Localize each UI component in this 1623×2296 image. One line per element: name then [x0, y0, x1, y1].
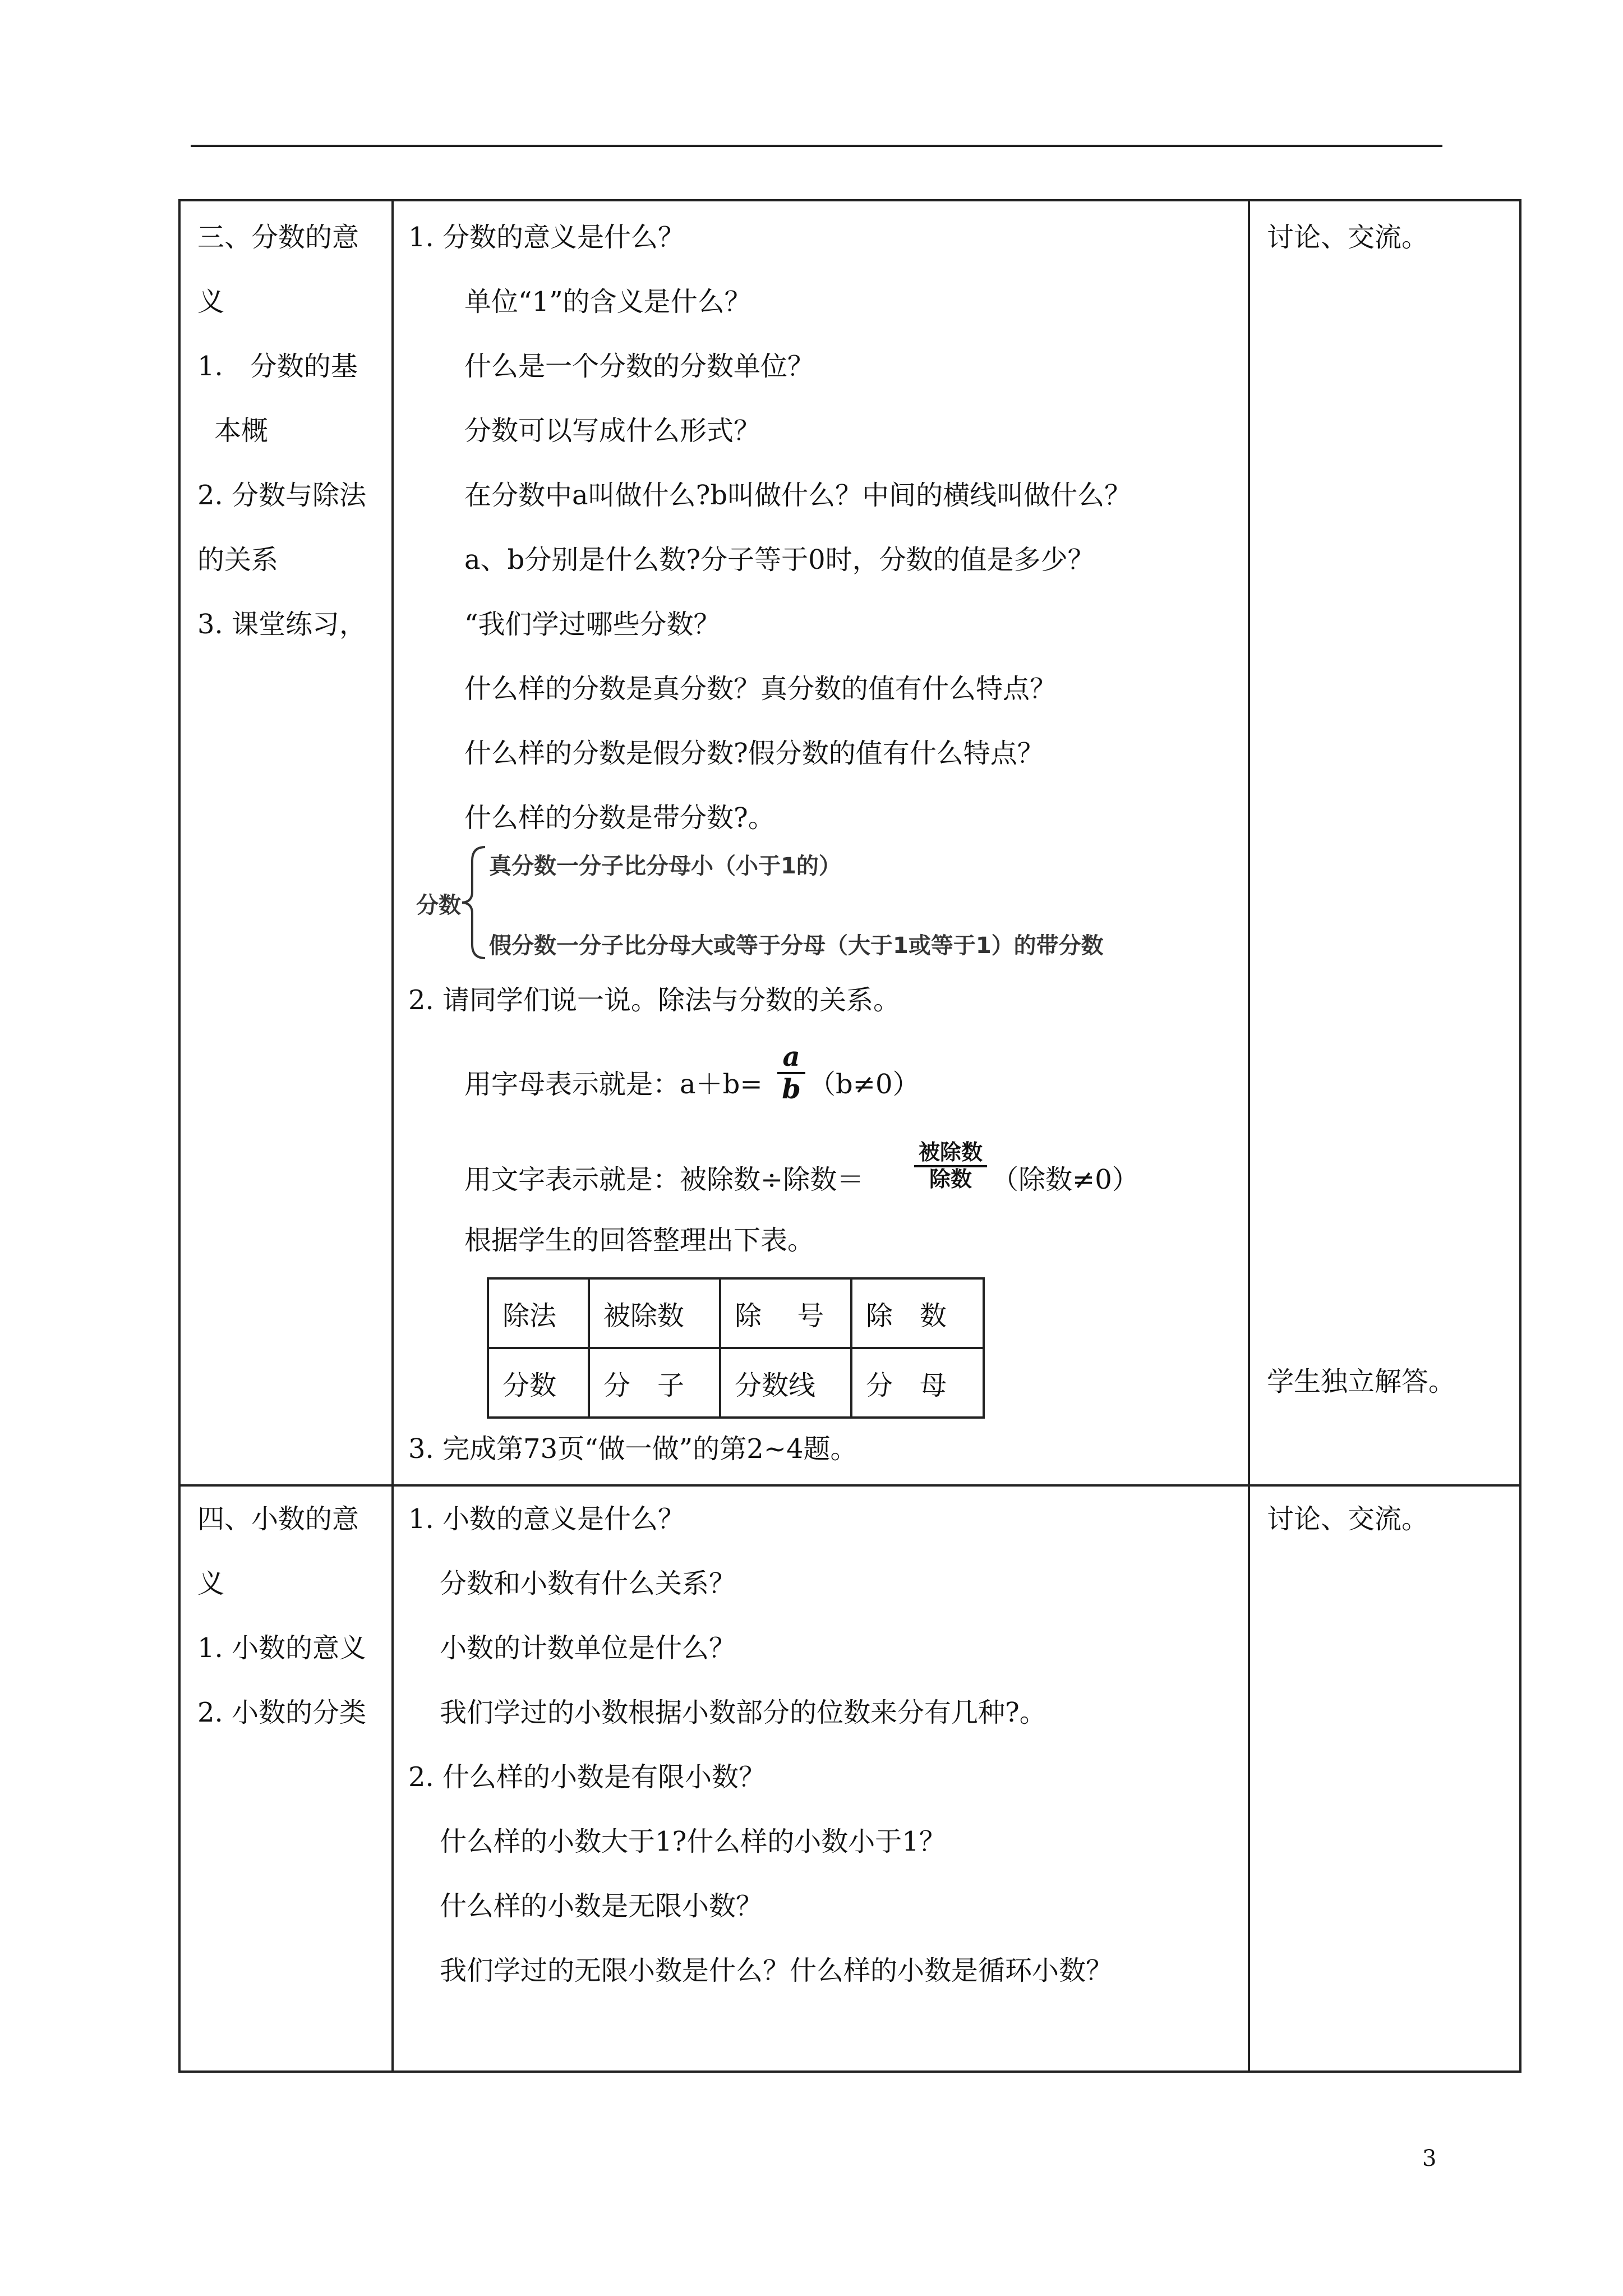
formula-words-suffix: （除数≠0） [992, 1164, 1139, 1195]
question-line: 1. 分数的意义是什么？ [408, 222, 685, 253]
fraction-classification [416, 844, 1201, 961]
topic-line: 三、分数的意 [197, 222, 359, 253]
fraction-numerator: a [782, 1041, 800, 1073]
question-line: a、b分别是什么数?分子等于0时，分数的值是多少？ [464, 544, 1095, 576]
content-column [394, 1487, 1250, 2070]
table-cell: 除 数 [851, 1278, 984, 1348]
table-row [488, 1278, 984, 1348]
table-intro: 根据学生的回答整理出下表。 [464, 1225, 815, 1256]
table-cell: 分数线 [720, 1348, 851, 1418]
table-row-decimals [178, 1484, 1521, 2073]
question-line: 分数可以写成什么形式？ [464, 415, 761, 447]
topic-line: 1. 分数的基 [197, 351, 358, 382]
fraction-denominator: 除数 [929, 1166, 972, 1191]
formula-words-prefix: 用文字表示就是：被除数÷除数＝ [464, 1164, 864, 1195]
activity-column [1250, 201, 1519, 1484]
exercise-line: 3. 完成第73页“做一做”的第2~4题。 [408, 1433, 857, 1465]
division-fraction-table [487, 1277, 985, 1419]
curly-brace-icon [460, 844, 488, 961]
page-number: 3 [1422, 2146, 1437, 2171]
topic-line: 3. 课堂练习， [197, 609, 367, 640]
topic-column [181, 201, 394, 1484]
table-cell: 分数 [488, 1348, 589, 1418]
activity-note: 讨论、交流。 [1267, 222, 1429, 253]
table-cell: 除 号 [720, 1278, 851, 1348]
lesson-table [178, 199, 1521, 2073]
question-line: 小数的计数单位是什么？ [440, 1632, 736, 1664]
formula-letters-prefix: 用字母表示就是：a＋b= [464, 1069, 763, 1100]
question-line: “我们学过哪些分数？ [464, 609, 721, 640]
topic-line: 义 [197, 286, 225, 318]
topic-column [181, 1487, 394, 2070]
question-line: 在分数中a叫做什么?b叫做什么？中间的横线叫做什么？ [464, 480, 1132, 511]
table-row [488, 1348, 984, 1418]
activity-column [1250, 1487, 1519, 2070]
formula-letters-suffix: （b≠0） [809, 1069, 920, 1100]
question-line: 我们学过的小数根据小数部分的位数来分有几种?。 [440, 1697, 1046, 1728]
relation-heading: 2. 请同学们说一说。除法与分数的关系。 [408, 984, 901, 1016]
question-line: 什么样的分数是真分数？真分数的值有什么特点？ [464, 673, 1057, 705]
table-cell: 被除数 [589, 1278, 720, 1348]
question-line: 什么是一个分数的分数单位？ [464, 351, 815, 382]
topic-line: 2. 小数的分类 [197, 1697, 367, 1728]
brace-label: 分数 [416, 892, 461, 918]
question-line: 什么样的分数是假分数?假分数的值有什么特点？ [464, 738, 1044, 769]
question-line: 分数和小数有什么关系？ [440, 1568, 736, 1599]
topic-line: 2. 分数与除法 [197, 480, 367, 511]
header-rule [191, 145, 1442, 147]
formula-letters-fraction [777, 1043, 805, 1104]
improper-fraction-definition: 假分数一分子比分母大或等于分母（大于1或等于1）的带分数 [489, 933, 1104, 959]
fraction-denominator: b [782, 1074, 801, 1106]
topic-line: 1. 小数的意义 [197, 1632, 367, 1664]
topic-line: 四、小数的意 [197, 1503, 359, 1535]
question-line: 我们学过的无限小数是什么？什么样的小数是循环小数？ [440, 1955, 1113, 1986]
topic-line: 本概 [214, 415, 269, 447]
content-column [394, 201, 1250, 1484]
question-line: 2. 什么样的小数是有限小数？ [408, 1761, 766, 1793]
topic-line: 义 [197, 1568, 225, 1599]
question-line: 什么样的小数是无限小数？ [440, 1890, 763, 1922]
table-cell: 除法 [488, 1278, 589, 1348]
question-line: 什么样的分数是带分数?。 [464, 802, 775, 834]
activity-note: 学生独立解答。 [1267, 1366, 1456, 1397]
question-line: 1. 小数的意义是什么？ [408, 1503, 685, 1535]
table-cell: 分 子 [589, 1348, 720, 1418]
activity-note: 讨论、交流。 [1267, 1503, 1429, 1535]
table-row-fractions [178, 199, 1521, 1487]
fraction-numerator: 被除数 [918, 1140, 983, 1165]
topic-line: 的关系 [197, 544, 279, 576]
table-cell: 分 母 [851, 1348, 984, 1418]
question-line: 单位“1”的含义是什么？ [464, 286, 751, 318]
question-line: 什么样的小数大于1?什么样的小数小于1？ [440, 1826, 946, 1857]
proper-fraction-definition: 真分数一分子比分母小（小于1的） [489, 853, 841, 879]
formula-words-fraction [914, 1142, 987, 1191]
